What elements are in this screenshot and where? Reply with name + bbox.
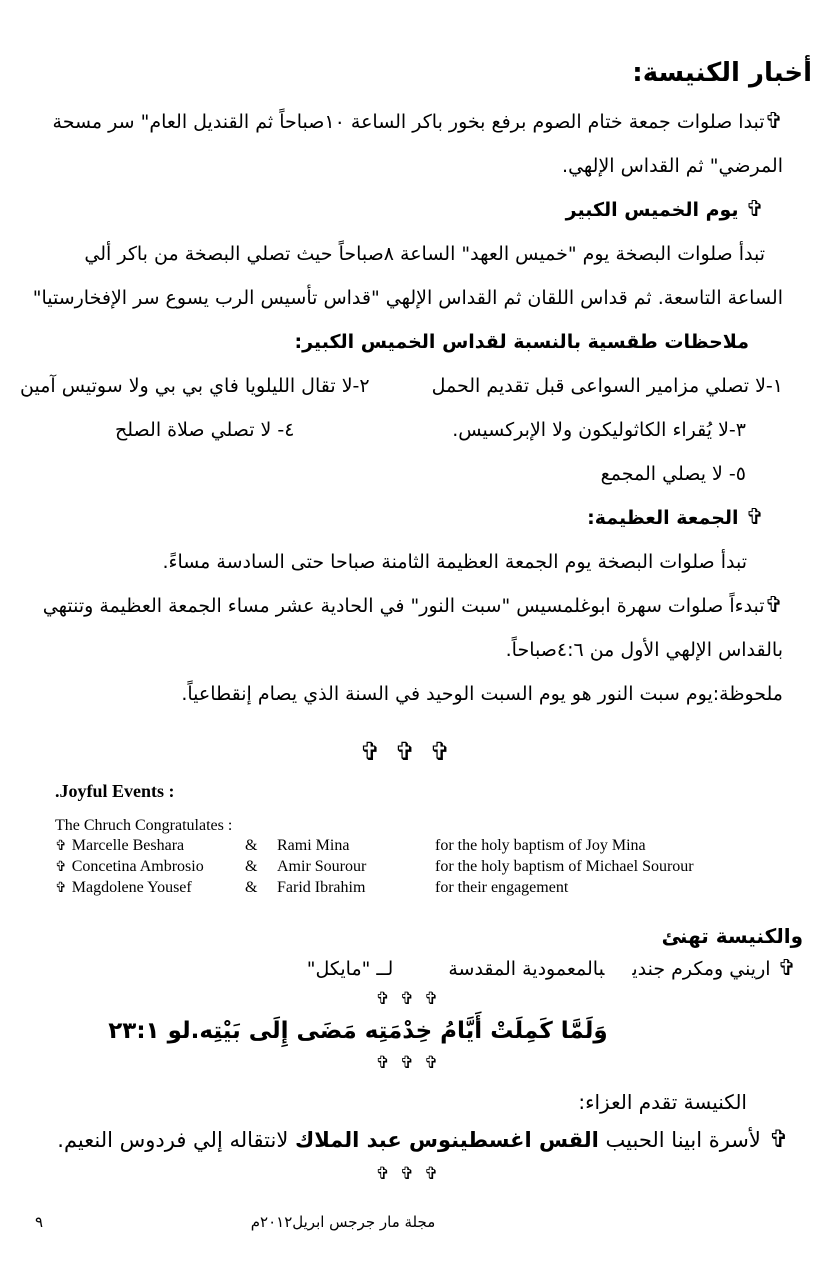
fast-closing-line-2: [0, 144, 824, 188]
cross-icon: ✞: [745, 505, 764, 530]
good-friday-line-1: تبدأ صلوات البصخة يوم الجمعة العظيمة الثامنة صباحا حتى السادسة مساءً.: [162, 551, 747, 573]
thursday-heading-text: يوم الخميس الكبير: [565, 199, 739, 221]
couple-names-1: [55, 857, 245, 878]
baptism-occasion: بالمعمودية المقدسة: [448, 958, 605, 980]
priest-name: القس اغسطينوس عبد الملاك: [294, 1128, 599, 1152]
couple-names-1: [55, 836, 245, 857]
ritual-note-4: ٤- لا تصلي صلاة الصلح: [115, 419, 295, 441]
cross-icon: ✞: [745, 197, 764, 222]
page-title: أخبار الكنيسة:: [632, 58, 812, 88]
fast-closing-line-1: [0, 100, 824, 144]
cross-icon: ✞: [777, 956, 796, 981]
ampersand: &: [245, 837, 258, 854]
thursday-para-line-2: الساعة التاسعة. ثم قداس اللقان ثم القداس الإلهي "قداس تأسيس الرب يسوع سر الإفخارستيا": [32, 287, 783, 309]
ritual-notes-row-1: [0, 364, 824, 408]
page-footer: [0, 1210, 824, 1234]
ampersand: &: [245, 879, 258, 896]
baptism-recipient: لــ "مايكل": [306, 958, 394, 980]
couple-names-1: [55, 878, 245, 899]
congrats-row: [0, 878, 824, 899]
ritual-note-3: ٣-لا يُقراء الكاثوليكون ولا الإبركسيس.: [452, 419, 746, 441]
condolence-pre: لأسرة ابينا الحبيب: [598, 1128, 761, 1152]
name-right: Amir Sourour: [277, 858, 367, 875]
vigil-line-1: [0, 584, 824, 628]
fast-closing-text-2: المرضي" ثم القداس الإلهي.: [562, 155, 783, 177]
baptism-line: [0, 951, 824, 987]
triple-cross-icon: ✞✞✞: [375, 1053, 449, 1073]
cross-icon: ✞: [768, 1125, 789, 1153]
cross-icon: ✞: [55, 881, 67, 896]
thursday-heading: [0, 188, 824, 232]
bright-saturday-note: ملحوظة:يوم سبت النور هو يوم السبت الوحيد في السنة الذي يصام إنقطاعياً.: [181, 683, 783, 705]
footer-magazine-title: مجلة مار جرجس ابريل٢٠١٢م: [250, 1213, 436, 1231]
baptism-names: اريني ومكرم جندي: [632, 958, 771, 980]
ritual-note-1: ١-لا تصلي مزامير السواعى قبل تقديم الحمل: [431, 375, 783, 397]
ritual-notes-row-2: [0, 408, 824, 452]
page-number: ٩: [35, 1213, 44, 1231]
triple-cross-icon: ✞✞✞: [375, 989, 449, 1009]
occasion: for the holy baptism of Joy Mina: [435, 837, 646, 854]
good-friday-heading: [0, 496, 824, 540]
congrats-row: [0, 857, 824, 878]
cross-icon: ✞: [55, 839, 67, 854]
cross-icon: ✞: [764, 593, 783, 618]
triple-cross-icon: ✞✞✞: [359, 737, 465, 766]
occasion: for the holy baptism of Michael Sourour: [435, 858, 694, 875]
congratulates-intro: The Chruch Congratulates :: [55, 817, 233, 834]
cross-icon: ✞: [764, 109, 783, 134]
thursday-para-line-1: تبدأ صلوات البصخة يوم "خميس العهد" الساعة ٨صباحاً حيث تصلي البصخة من باكر ألي: [84, 243, 765, 265]
name-left: Magdolene Yousef: [71, 879, 192, 896]
bible-verse: وَلَمَّا كَمِلَتْ أَيَّامُ خِدْمَتِه مَضَى إِلَى بَيْتِه.لو ٢٣:١: [108, 1018, 608, 1044]
fast-closing-text-1: تبدا صلوات جمعة ختام الصوم برفع بخور باكر الساعة ١٠صباحاً ثم القنديل العام" سر مسحة: [52, 111, 765, 133]
triple-cross-icon: ✞✞✞: [375, 1164, 449, 1184]
ampersand: &: [245, 858, 258, 875]
name-left: Marcelle Beshara: [71, 837, 185, 854]
name-left: Concetina Ambrosio: [71, 858, 204, 875]
name-right: Rami Mina: [277, 837, 350, 854]
ritual-notes-heading: ملاحظات طقسية بالنسبة لقداس الخميس الكبير:: [294, 331, 749, 353]
cross-icon: ✞: [55, 860, 67, 875]
joyful-events-heading: .Joyful Events :: [55, 781, 175, 801]
condolence-post: لانتقاله إلي فردوس النعيم.: [57, 1128, 295, 1152]
ritual-note-5: ٥- لا يصلي المجمع: [600, 463, 746, 485]
ritual-note-2: ٢-لا تقال الليلويا فاي بي بي ولا سوتيس آمين: [20, 375, 370, 397]
church-congratulates-ar-heading: والكنيسة تهنئ: [661, 924, 803, 948]
name-right: Farid Ibrahim: [277, 879, 366, 896]
vigil-text-1: تبدءاً صلوات سهرة ابوغلمسيس "سبت النور" في الحادية عشر مساء الجمعة العظيمة وتنتهي: [42, 595, 765, 617]
occasion: for their engagement: [435, 879, 569, 896]
vigil-line-2: بالقداس الإلهي الأول من ٤:٦صباحاً.: [505, 639, 783, 661]
condolence-heading: الكنيسة تقدم العزاء:: [578, 1090, 747, 1114]
good-friday-heading-text: الجمعة العظيمة:: [587, 507, 739, 529]
condolence-line: [0, 1117, 824, 1162]
congrats-row: [0, 836, 824, 857]
